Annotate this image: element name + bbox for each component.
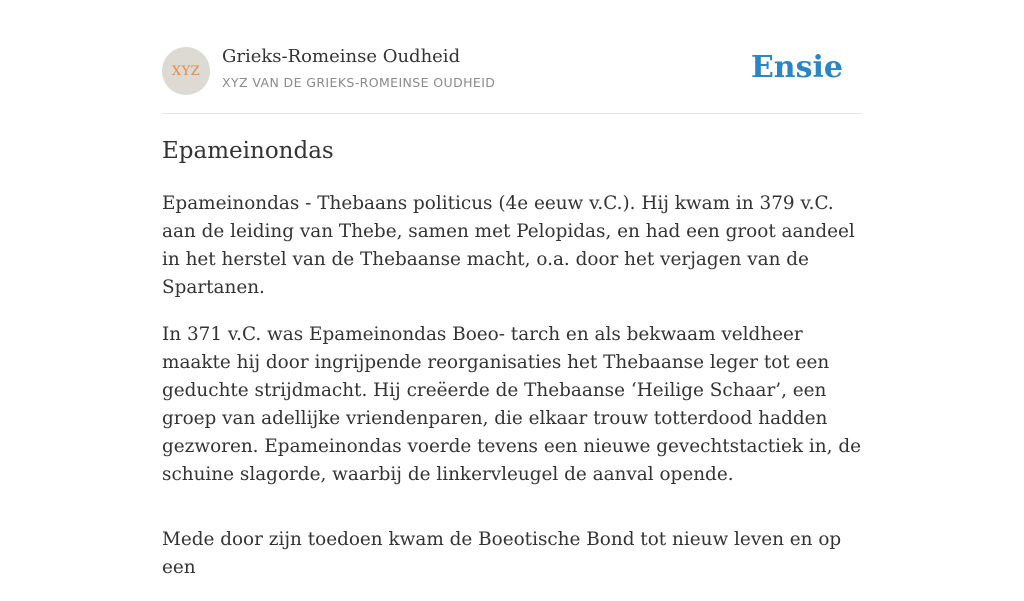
avatar[interactable]: XYZ <box>162 47 210 95</box>
source-subtitle: XYZ VAN DE GRIEKS-ROMEINSE OUDHEID <box>222 75 496 90</box>
article-paragraph: Mede door zijn toedoen kwam de Boeotische Bond tot nieuw leven en op een <box>162 529 842 578</box>
source-header <box>162 0 862 114</box>
brand-logo[interactable]: Ensie <box>750 50 843 85</box>
source-title[interactable]: Grieks-Romeinse Oudheid <box>222 46 461 67</box>
article-paragraph: In 371 v.C. was Epameinondas Boeo- tarch en als bekwaam veldheer maakte hij door ingrijpende reorganisaties het Thebaanse leger tot een geduchte strijdmacht. Hij creëerde de Thebaanse ‘Heilige Schaar’, een groep van adellijke vriendenparen, die elkaar trouw totterdood hadden gezworen. Epameinondas voerde tevens een nieuwe gevechtstactiek in, de schuine slagorde, waarbij de linkervleugel de aanval opende. <box>162 324 861 485</box>
article-body <box>162 190 862 601</box>
article-title: Epameinondas <box>162 138 334 164</box>
article-paragraph: Epameinondas - Thebaans politicus (4e eeuw v.C.). Hij kwam in 379 v.C. aan de leiding van Thebe, samen met Pelopidas, en had een groot aandeel in het herstel van de Thebaanse macht, o.a. door het verjagen van de Spartanen. <box>162 193 855 298</box>
